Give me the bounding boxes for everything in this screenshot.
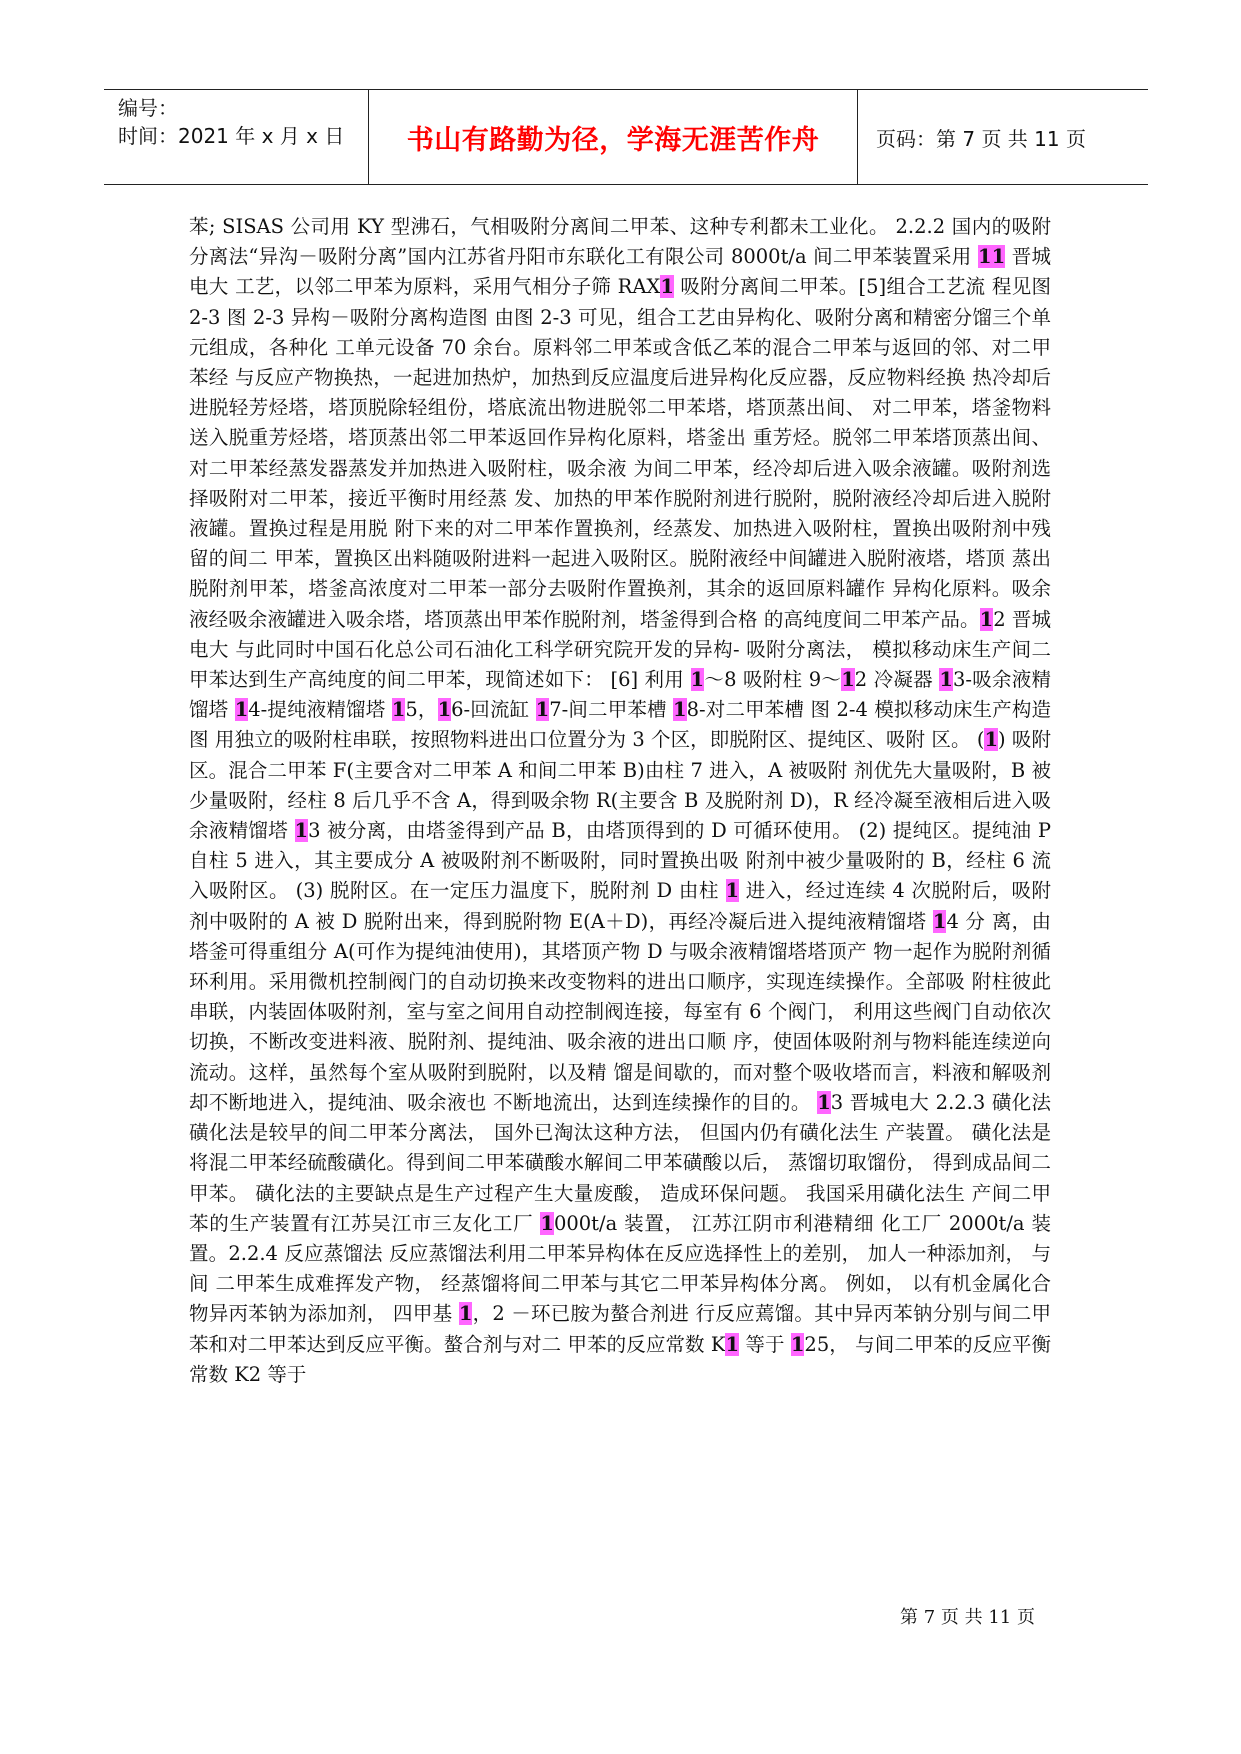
header-page-cell bbox=[858, 90, 1148, 184]
body-text: 8-对二甲苯槽 图 2-4 模拟移动床生产构造图 用独立的吸附柱串联，按照物料进出口位置分为 3 个区，即脱附区、提纯区、吸附 区。 ( bbox=[189, 698, 1051, 752]
body-text: 000t/a 装置， 江苏江阴市利港精细 化工厂 2000t/a 装置。2.2.4 反应蒸馏法 反应蒸馏法利用二甲苯异构体在反应选择性上的差别， 加人一种添加剂， 与间 二甲苯生成难挥发产物， 经蒸馏将间二甲苯与其它二甲苯异构体分离。 例如， 以有机金属化合物异丙苯钠为添加剂， 四甲基 bbox=[189, 1211, 1052, 1326]
highlight-mark: 1 bbox=[660, 275, 674, 299]
body-text: 4 分 离，由塔釜可得重组分 A(可作为提纯油使用)，其塔顶产物 D 与吸余液精馏塔塔顶产 物一起作为脱附剂循环利用。采用微机控制阀门的自动切换来改变物料的进出口顺序，实现连续操作。全部吸 附柱彼此串联，内装固体吸附剂，室与室之间用自动控制阀连接，每室有 6 个阀门， 利用这些阀门自动依次切换，不断改变进料液、脱附剂、提纯油、吸余液的进出口顺 序，使固体吸附剂与物料能连续逆向流动。这样，虽然每个室从吸附到脱附，以及精 馏是间歇的，而对整个吸收塔而言，料液和解吸剂却不断地进入，提纯油、吸余液也 不断地流出，达到连续操作的目的。 bbox=[189, 909, 1051, 1114]
highlight-mark: 1 bbox=[939, 668, 953, 692]
highlight-mark: 1 bbox=[540, 1211, 554, 1235]
highlight-mark: 1 bbox=[437, 698, 452, 722]
highlight-mark: 1 bbox=[234, 698, 249, 722]
body-text: ～8 吸附柱 9～ bbox=[704, 668, 842, 692]
page-footer: 第 7 页 共 11 页 bbox=[900, 1607, 1035, 1628]
body-text: ) 吸附区。混合二甲苯 F(主要含对二甲苯 A 和间二甲苯 B)由柱 7 进入，A 被吸附 剂优先大量吸附，B 被少量吸附，经柱 8 后几乎不含 A，得到吸余物 R(主要含 B 及脱附剂 D)，R 经冷凝至液相后进入吸余液精馏塔 bbox=[189, 728, 1051, 843]
body-text: 2 冷凝器 bbox=[854, 668, 940, 692]
body-text: 3 被分离，由塔釜得到产品 B，由塔顶得到的 D 可循环使用。 (2) 提纯区。提纯油 P 自柱 5 进入，其主要成分 A 被吸附剂不断吸附，同时置换出吸 附剂中被少量吸附的 B，经柱 6 流入吸附区。 (3) 脱附区。在一定压力温度下，脱附剂 D 由柱 bbox=[189, 819, 1051, 903]
highlight-mark: 1 bbox=[790, 1332, 805, 1356]
page-indicator: 页码：第 7 页 共 11 页 bbox=[876, 126, 1086, 151]
highlight-mark: 1 bbox=[391, 698, 406, 722]
body-text: ，2 －环已胺为螯合剂进 行反应蔫馏。其中异丙苯钠分别与间二甲苯和对二甲苯达到反应平衡。螯合剂与对二 甲苯的反应常数 K bbox=[189, 1302, 1051, 1356]
highlight-mark: 1 bbox=[817, 1090, 831, 1114]
highlight-mark: 1 bbox=[458, 1302, 473, 1326]
body-text: 吸附分离间二甲苯。[5]组合工艺流 程见图 2-3 图 2-3 异构－吸附分离构造图 由图 2-3 可见，组合工艺由异构化、吸附分离和精密分馏三个单元组成，各种化 工单元设备 70 余台。原料邻二甲苯或含低乙苯的混合二甲苯与返回的邻、对二甲苯经 与反应产物换热，一起进加热炉，加热到反应温度后进异构化反应器，反应物料经换 热冷却后进脱轻芳烃塔，塔顶脱除轻组份，塔底流出物进脱邻二甲苯塔，塔顶蒸出间、 对二甲苯，塔釜物料送入脱重芳烃塔，塔顶蒸出邻二甲苯返回作异构化原料，塔釜出 重芳烃。脱邻二甲苯塔顶蒸出间、对二甲苯经蒸发器蒸发并加热进入吸附柱，吸余液 为间二甲苯，经冷却后进入吸余液罐。吸附剂选择吸附对二甲苯，接近平衡时用经蒸 发、加热的甲苯作脱附剂进行脱附，脱附液经冷却后进入脱附液罐。置换过程是用脱 附下来的对二甲苯作置换剂，经蒸发、加热进入吸附柱，置换出吸附剂中残留的间二 甲苯，置换区出料随吸附进料一起进入吸附区。脱附液经中间罐进入脱附液塔，塔顶 蒸出脱附剂甲苯，塔釜高浓度对二甲苯一部分去吸附作置换剂，其余的返回原料罐作 异构化原料。吸余液经吸余液罐进入吸余塔，塔顶蒸出甲苯作脱附剂，塔釜得到合格 的高纯度间二甲苯产品。 bbox=[189, 275, 1051, 631]
doc-number-label: 编号： bbox=[118, 96, 178, 120]
body-text: 7-间二甲苯槽 bbox=[549, 698, 674, 722]
body-text: 4-提纯液精馏塔 bbox=[248, 698, 392, 722]
highlight-mark: 11 bbox=[978, 245, 1006, 269]
highlight-mark: 1 bbox=[984, 728, 999, 752]
motto-text: 书山有路勤为径，学海无涯苦作舟 bbox=[406, 124, 820, 156]
body-text: 2 晋城电大 与此同时中国石化总公司石油化工科学研究院开发的异构- 吸附分离法， 模拟移动床生产间二甲苯达到生产高纯度的间二甲苯，现简述如下： [6] 利用 bbox=[189, 607, 1052, 692]
body-text: 3-吸余液精馏塔 bbox=[189, 668, 1052, 722]
highlight-mark: 1 bbox=[932, 909, 947, 933]
body-text: 3 晋城电大 2.2.3 磺化法 磺化法是较早的间二甲苯分离法， 国外已淘汰这种方法， 但国内仍有磺化法生 产装置。 磺化法是将混二甲苯经硫酸磺化。得到间二甲苯磺酸水解间二甲苯磺酸以后， 蒸馏切取馏份， 得到成品间二甲苯。 磺化法的主要缺点是生产过程产生大量废酸， 造成环保问题。 我国采用磺化法生 产间二甲苯的生产装置有江苏吴江市三友化工厂 bbox=[189, 1090, 1051, 1235]
body-text: 6-回流缸 bbox=[451, 698, 536, 722]
highlight-mark: 1 bbox=[841, 668, 855, 692]
body-text: 25， 与间二甲苯的反应平衡常数 K2 等于 bbox=[189, 1332, 1051, 1386]
body-text: 5， bbox=[405, 698, 438, 722]
highlight-mark: 1 bbox=[690, 668, 705, 692]
header-motto-cell bbox=[368, 90, 858, 184]
highlight-mark: 1 bbox=[979, 607, 994, 631]
document-body bbox=[189, 212, 1051, 1390]
header-table bbox=[104, 89, 1148, 185]
body-text: 进入，经过连续 4 次脱附后，吸附 剂中吸附的 A 被 D 脱附出来，得到脱附物 E(A＋D)，再经冷凝后进入提纯液精馏塔 bbox=[189, 879, 1051, 933]
highlight-mark: 1 bbox=[673, 698, 687, 722]
doc-time-label: 时间：2021 年 x 月 x 日 bbox=[118, 124, 345, 148]
highlight-mark: 1 bbox=[535, 698, 550, 722]
highlight-mark: 1 bbox=[725, 879, 740, 903]
body-text: 苯; SISAS 公司用 KY 型沸石，气相吸附分离间二甲苯、这种专利都未工业化。 2.2.2 国内的吸附分离法“异沟－吸附分离”国内江苏省丹阳市东联化工有限公司 8000t/a 间二甲苯装置采用 bbox=[189, 215, 1051, 269]
highlight-mark: 1 bbox=[294, 819, 309, 843]
highlight-mark: 1 bbox=[725, 1332, 740, 1356]
body-text: 晋城电大 工艺，以邻二甲苯为原料，采用气相分子筛 RAX bbox=[189, 245, 1051, 299]
body-text: 等于 bbox=[739, 1332, 791, 1356]
header-meta bbox=[104, 90, 368, 184]
body-paragraph bbox=[189, 212, 1051, 1390]
